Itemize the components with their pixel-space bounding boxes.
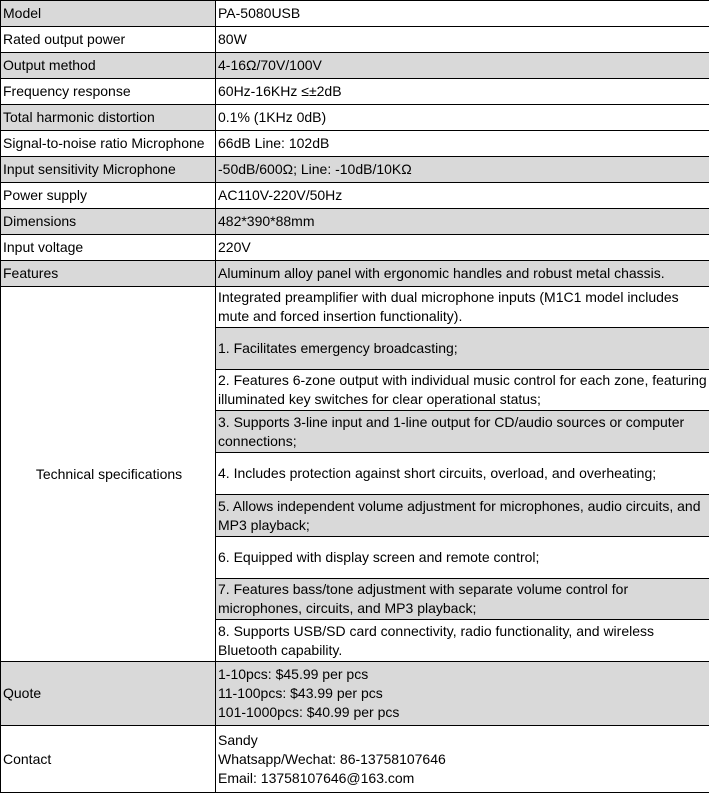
quote-value [216, 662, 709, 726]
row-value: 80W [216, 27, 709, 53]
contact-name: Sandy [218, 731, 258, 748]
technical-item: 1. Facilitates emergency broadcasting; [216, 328, 709, 370]
row-label: Input sensitivity Microphone [1, 157, 216, 183]
row-label: Model [1, 1, 216, 27]
table-row [1, 287, 709, 328]
table-row [1, 105, 709, 131]
row-label: Features [1, 261, 216, 287]
technical-spec-label: Technical specifications [1, 287, 216, 662]
row-value: PA-5080USB [216, 1, 709, 27]
row-label: Rated output power [1, 27, 216, 53]
technical-item: 3. Supports 3-line input and 1-line output for CD/audio sources or computer connections; [216, 411, 709, 453]
quote-line: 101-1000pcs: $40.99 per pcs [218, 704, 400, 720]
row-value: Aluminum alloy panel with ergonomic handles and robust metal chassis. [216, 261, 709, 287]
technical-item: 5. Allows independent volume adjustment for microphones, audio circuits, and MP3 playback; [216, 495, 709, 537]
table-row [1, 27, 709, 53]
technical-item: 6. Equipped with display screen and remote control; [216, 537, 709, 579]
technical-item: 2. Features 6-zone output with individual music control for each zone, featuring illuminated key switches for clear operational status; [216, 370, 709, 411]
table-row [1, 157, 709, 183]
table-row [1, 261, 709, 287]
technical-item: Integrated preamplifier with dual microphone inputs (M1C1 model includes mute and forced insertion functionality). [216, 287, 709, 328]
row-label: Frequency response [1, 79, 216, 105]
row-label: Input voltage [1, 235, 216, 261]
table-row [1, 53, 709, 79]
table-row [1, 209, 709, 235]
quote-line: 11-100pcs: $43.99 per pcs [218, 685, 383, 701]
row-value: 4-16Ω/70V/100V [216, 53, 709, 79]
row-value: 66dB Line: 102dB [216, 131, 709, 157]
row-value: -50dB/600Ω; Line: -10dB/10KΩ [216, 157, 709, 183]
table-row [1, 1, 709, 27]
row-label: Dimensions [1, 209, 216, 235]
row-value: 60Hz-16KHz ≤±2dB [216, 79, 709, 105]
table-row [1, 183, 709, 209]
contact-value [216, 726, 709, 793]
table-row [1, 131, 709, 157]
contact-whatsapp: Whatsapp/Wechat: 86-13758107646 [218, 750, 446, 767]
technical-item: 4. Includes protection against short circuits, overload, and overheating; [216, 453, 709, 495]
row-value: 220V [216, 235, 709, 261]
row-label: Power supply [1, 183, 216, 209]
technical-item: 8. Supports USB/SD card connectivity, radio functionality, and wireless Bluetooth capability. [216, 620, 709, 662]
quote-label: Quote [1, 662, 216, 726]
row-label: Output method [1, 53, 216, 79]
row-label: Signal-to-noise ratio Microphone [1, 131, 216, 157]
contact-email: Email: 13758107646@163.com [218, 769, 415, 786]
table-row [1, 662, 709, 726]
table-row [1, 726, 709, 793]
row-value: 0.1% (1KHz 0dB) [216, 105, 709, 131]
table-row [1, 235, 709, 261]
technical-item: 7. Features bass/tone adjustment with separate volume control for microphones, circuits, and MP3 playback; [216, 579, 709, 620]
table-row [1, 79, 709, 105]
row-value: AC110V-220V/50Hz [216, 183, 709, 209]
row-value: 482*390*88mm [216, 209, 709, 235]
contact-label: Contact [1, 726, 216, 793]
quote-line: 1-10pcs: $45.99 per pcs [218, 666, 369, 682]
row-label: Total harmonic distortion [1, 105, 216, 131]
